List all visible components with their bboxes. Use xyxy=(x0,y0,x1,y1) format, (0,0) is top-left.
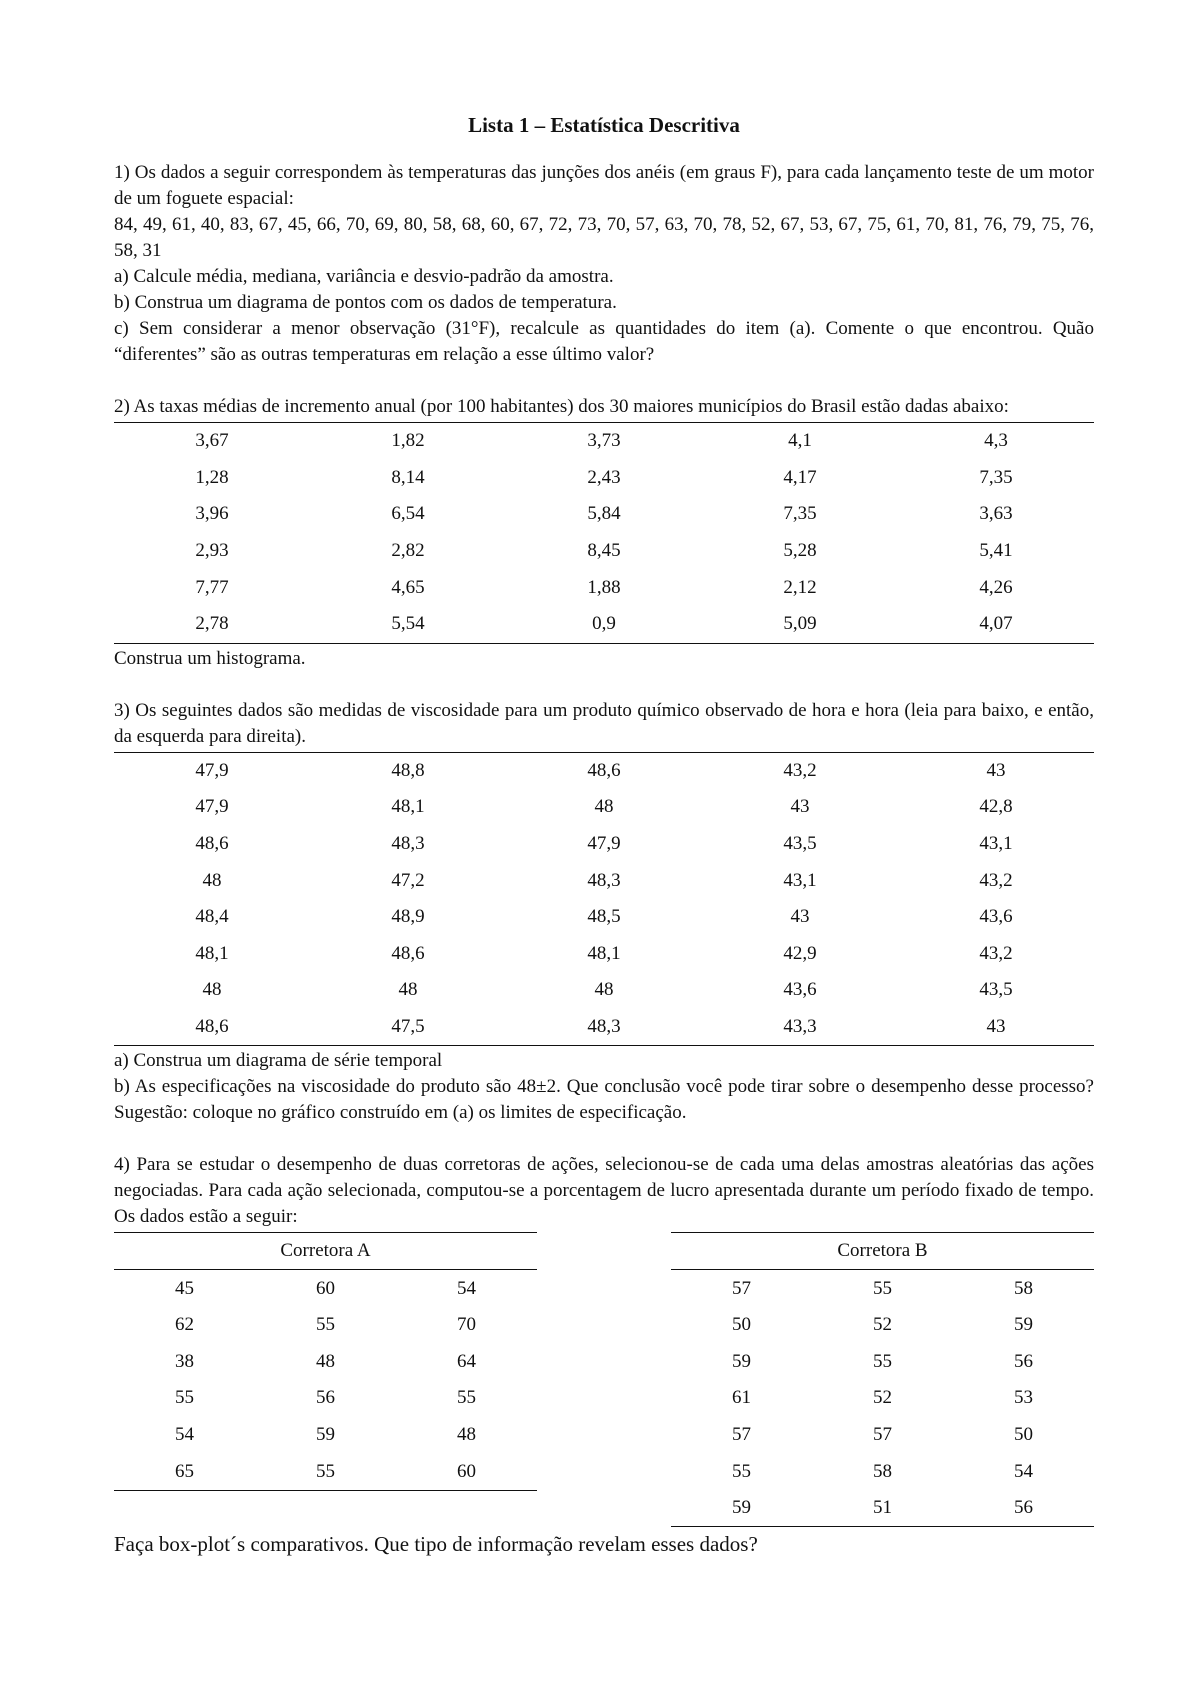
question-3 xyxy=(114,698,1094,1127)
q2-table-row xyxy=(114,569,1094,606)
table-cell: 51 xyxy=(873,1497,892,1519)
table-cell: 3,73 xyxy=(587,430,621,452)
table-cell: 43,5 xyxy=(783,833,817,855)
q4-task: Faça box-plot´s comparativos. Que tipo de informação revelam esses dados? xyxy=(114,1532,758,1557)
table-cell: 54 xyxy=(175,1423,194,1445)
table-cell: 54 xyxy=(1014,1460,1033,1482)
table-cell: 2,93 xyxy=(195,540,229,562)
q3-table-row xyxy=(114,1009,1094,1046)
q3-intro: 3) Os seguintes dados são medidas de viscosidade para um produto químico observado de hora e hora (leia para baixo, e então, da esquerda para direita). xyxy=(114,699,1094,747)
table-cell: 7,35 xyxy=(979,466,1013,488)
table-cell: 50 xyxy=(1014,1423,1033,1445)
broker-a-row xyxy=(114,1380,537,1417)
table-cell: 48,8 xyxy=(391,759,425,781)
broker-b-table-wrap xyxy=(671,1232,1094,1527)
table-cell: 43,2 xyxy=(979,869,1013,891)
q3-item-b: b) As especificações na viscosidade do produto são 48±2. Que conclusão você pode tirar sobre o desempenho desse processo? Sugestão: coloque no gráfico construído em (a) os limites de especificação. xyxy=(114,1076,1094,1124)
table-cell: 4,3 xyxy=(984,430,1008,452)
q1-item-c: c) Sem considerar a menor observação (31°F), recalcule as quantidades do item (a). Comente o que encontrou. Quão “diferentes” são as outras temperaturas em relação a esse último valor? xyxy=(114,318,1094,365)
table-cell: 57 xyxy=(732,1277,751,1299)
table-cell: 55 xyxy=(457,1387,476,1409)
table-cell: 48 xyxy=(457,1423,476,1445)
q2-table-row xyxy=(114,533,1094,570)
table-cell: 55 xyxy=(175,1387,194,1409)
table-cell: 4,65 xyxy=(391,576,425,598)
table-cell: 52 xyxy=(873,1387,892,1409)
q1-data: 84, 49, 61, 40, 83, 67, 45, 66, 70, 69, 80, 58, 68, 60, 67, 72, 73, 70, 57, 63, 70, 78, 52, 67, 53, 67, 75, 61, 70, 81, 76, 79, 75, 76, 58, 31 xyxy=(114,214,1094,261)
table-cell: 8,45 xyxy=(587,540,621,562)
table-cell: 48,6 xyxy=(195,833,229,855)
table-cell: 48,1 xyxy=(195,942,229,964)
q3-table-row xyxy=(114,862,1094,899)
table-cell: 47,9 xyxy=(195,796,229,818)
table-cell: 48 xyxy=(594,796,614,818)
table-cell: 53 xyxy=(1014,1387,1033,1409)
table-cell: 43,1 xyxy=(783,869,817,891)
table-cell: 6,54 xyxy=(391,503,425,525)
table-cell: 47,9 xyxy=(587,833,621,855)
table-cell: 48 xyxy=(202,869,222,891)
q2-table xyxy=(114,422,1094,644)
table-cell: 48,9 xyxy=(391,906,425,928)
q4-tables xyxy=(114,1232,1094,1527)
q3-table-row xyxy=(114,826,1094,863)
broker-b-header: Corretora B xyxy=(671,1233,1094,1270)
broker-a-row xyxy=(114,1417,537,1454)
table-cell: 70 xyxy=(457,1314,476,1336)
table-cell: 48 xyxy=(398,979,418,1001)
table-cell: 2,78 xyxy=(195,613,229,635)
table-cell: 59 xyxy=(732,1350,751,1372)
table-cell: 48,1 xyxy=(391,796,425,818)
table-cell: 55 xyxy=(732,1460,751,1482)
broker-a-row xyxy=(114,1453,537,1490)
table-cell: 48,3 xyxy=(587,869,621,891)
table-cell: 48 xyxy=(202,979,222,1001)
q2-table-row xyxy=(114,460,1094,497)
table-cell: 65 xyxy=(175,1460,194,1482)
table-cell: 56 xyxy=(1014,1497,1033,1519)
table-cell: 59 xyxy=(732,1497,751,1519)
table-cell: 43 xyxy=(986,759,1006,781)
table-cell: 5,41 xyxy=(979,540,1013,562)
table-cell: 56 xyxy=(1014,1350,1033,1372)
table-cell: 62 xyxy=(175,1314,194,1336)
table-cell: 2,43 xyxy=(587,466,621,488)
table-cell: 55 xyxy=(873,1277,892,1299)
table-cell: 47,5 xyxy=(391,1016,425,1038)
broker-a-row xyxy=(114,1270,537,1307)
q3-table xyxy=(114,752,1094,1047)
broker-b-row xyxy=(671,1417,1094,1454)
broker-b-row xyxy=(671,1453,1094,1490)
q3-table-row xyxy=(114,936,1094,973)
table-cell: 4,07 xyxy=(979,613,1013,635)
table-cell: 7,77 xyxy=(195,576,229,598)
table-cell: 5,54 xyxy=(391,613,425,635)
broker-b-row xyxy=(671,1490,1094,1527)
table-cell: 55 xyxy=(316,1314,335,1336)
table-cell: 4,26 xyxy=(979,576,1013,598)
question-2 xyxy=(114,394,1094,672)
q3-table-row xyxy=(114,972,1094,1009)
question-1 xyxy=(114,160,1094,368)
table-cell: 59 xyxy=(1014,1314,1033,1336)
table-cell: 42,8 xyxy=(979,796,1013,818)
table-cell: 5,28 xyxy=(783,540,817,562)
table-cell: 4,17 xyxy=(783,466,817,488)
table-cell: 48,4 xyxy=(195,906,229,928)
q3-table-row xyxy=(114,752,1094,789)
table-cell: 7,35 xyxy=(783,503,817,525)
table-cell: 48,6 xyxy=(587,759,621,781)
q4-intro: 4) Para se estudar o desempenho de duas corretoras de ações, selecionou-se de cada uma delas amostras aleatórias das ações negociadas. Para cada ação selecionada, computou-se a porcentagem de lucro apresentada durante um período fixado de tempo. Os dados estão a seguir: xyxy=(114,1154,1094,1228)
broker-b-row xyxy=(671,1344,1094,1381)
table-cell: 3,67 xyxy=(195,430,229,452)
broker-a-table-wrap xyxy=(114,1232,537,1491)
table-cell: 55 xyxy=(316,1460,335,1482)
broker-b-table xyxy=(671,1232,1094,1527)
table-cell: 47,2 xyxy=(391,869,425,891)
table-cell: 43 xyxy=(790,906,810,928)
broker-b-row xyxy=(671,1270,1094,1307)
table-cell: 43 xyxy=(790,796,810,818)
table-cell: 43,2 xyxy=(783,759,817,781)
table-cell: 8,14 xyxy=(391,466,425,488)
q1-intro: 1) Os dados a seguir correspondem às temperaturas das junções dos anéis (em graus F), para cada lançamento teste de um motor de um foguete espacial: xyxy=(114,162,1094,209)
table-cell: 58 xyxy=(873,1460,892,1482)
table-cell: 59 xyxy=(316,1423,335,1445)
table-cell: 5,84 xyxy=(587,503,621,525)
table-cell: 48,5 xyxy=(587,906,621,928)
table-cell: 58 xyxy=(1014,1277,1033,1299)
table-cell: 55 xyxy=(873,1350,892,1372)
table-cell: 43,5 xyxy=(979,979,1013,1001)
table-cell: 43,6 xyxy=(783,979,817,1001)
table-cell: 3,96 xyxy=(195,503,229,525)
table-cell: 50 xyxy=(732,1314,751,1336)
table-cell: 42,9 xyxy=(783,942,817,964)
table-cell: 56 xyxy=(316,1387,335,1409)
table-cell: 43,2 xyxy=(979,942,1013,964)
table-cell: 48,3 xyxy=(391,833,425,855)
table-cell: 43,1 xyxy=(979,833,1013,855)
q2-table-row xyxy=(114,606,1094,643)
q3-table-row xyxy=(114,899,1094,936)
broker-a-header: Corretora A xyxy=(114,1233,537,1270)
q2-task: Construa um histograma. xyxy=(114,647,306,669)
broker-b-row xyxy=(671,1380,1094,1417)
broker-a-table xyxy=(114,1232,537,1491)
q2-table-row xyxy=(114,423,1094,460)
table-cell: 0,9 xyxy=(592,613,616,635)
table-cell: 48,6 xyxy=(195,1016,229,1038)
page-title: Lista 1 – Estatística Descritiva xyxy=(468,113,740,137)
table-cell: 5,09 xyxy=(783,613,817,635)
table-cell: 43,3 xyxy=(783,1016,817,1038)
table-cell: 4,1 xyxy=(788,430,812,452)
table-cell: 1,28 xyxy=(195,466,229,488)
question-4 xyxy=(114,1152,1094,1557)
q2-intro: 2) As taxas médias de incremento anual (por 100 habitantes) dos 30 maiores municípios do Brasil estão dadas abaixo: xyxy=(114,396,1009,417)
table-cell: 57 xyxy=(732,1423,751,1445)
table-cell: 3,63 xyxy=(979,503,1013,525)
q1-item-b: b) Construa um diagrama de pontos com os dados de temperatura. xyxy=(114,292,617,313)
table-cell: 1,88 xyxy=(587,576,621,598)
table-cell: 48 xyxy=(594,979,614,1001)
table-cell: 45 xyxy=(175,1277,194,1299)
table-cell: 2,12 xyxy=(783,576,817,598)
q1-item-a: a) Calcule média, mediana, variância e desvio-padrão da amostra. xyxy=(114,266,614,287)
table-cell: 43,6 xyxy=(979,906,1013,928)
table-cell: 48,6 xyxy=(391,942,425,964)
table-cell: 48,3 xyxy=(587,1016,621,1038)
table-cell: 57 xyxy=(873,1423,892,1445)
table-cell: 61 xyxy=(732,1387,751,1409)
table-cell: 43 xyxy=(986,1016,1006,1038)
broker-a-row xyxy=(114,1344,537,1381)
table-cell: 60 xyxy=(316,1277,335,1299)
table-cell: 48 xyxy=(316,1350,335,1372)
q2-table-row xyxy=(114,496,1094,533)
table-cell: 48,1 xyxy=(587,942,621,964)
q3-table-row xyxy=(114,789,1094,826)
table-cell: 64 xyxy=(457,1350,476,1372)
broker-a-row xyxy=(114,1307,537,1344)
broker-b-row xyxy=(671,1307,1094,1344)
document-page xyxy=(114,112,1094,1557)
table-cell: 2,82 xyxy=(391,540,425,562)
table-cell: 38 xyxy=(175,1350,194,1372)
q3-item-a: a) Construa um diagrama de série temporal xyxy=(114,1050,443,1072)
table-cell: 1,82 xyxy=(391,430,425,452)
table-cell: 54 xyxy=(457,1277,476,1299)
table-cell: 47,9 xyxy=(195,759,229,781)
table-cell: 52 xyxy=(873,1314,892,1336)
table-cell: 60 xyxy=(457,1460,476,1482)
